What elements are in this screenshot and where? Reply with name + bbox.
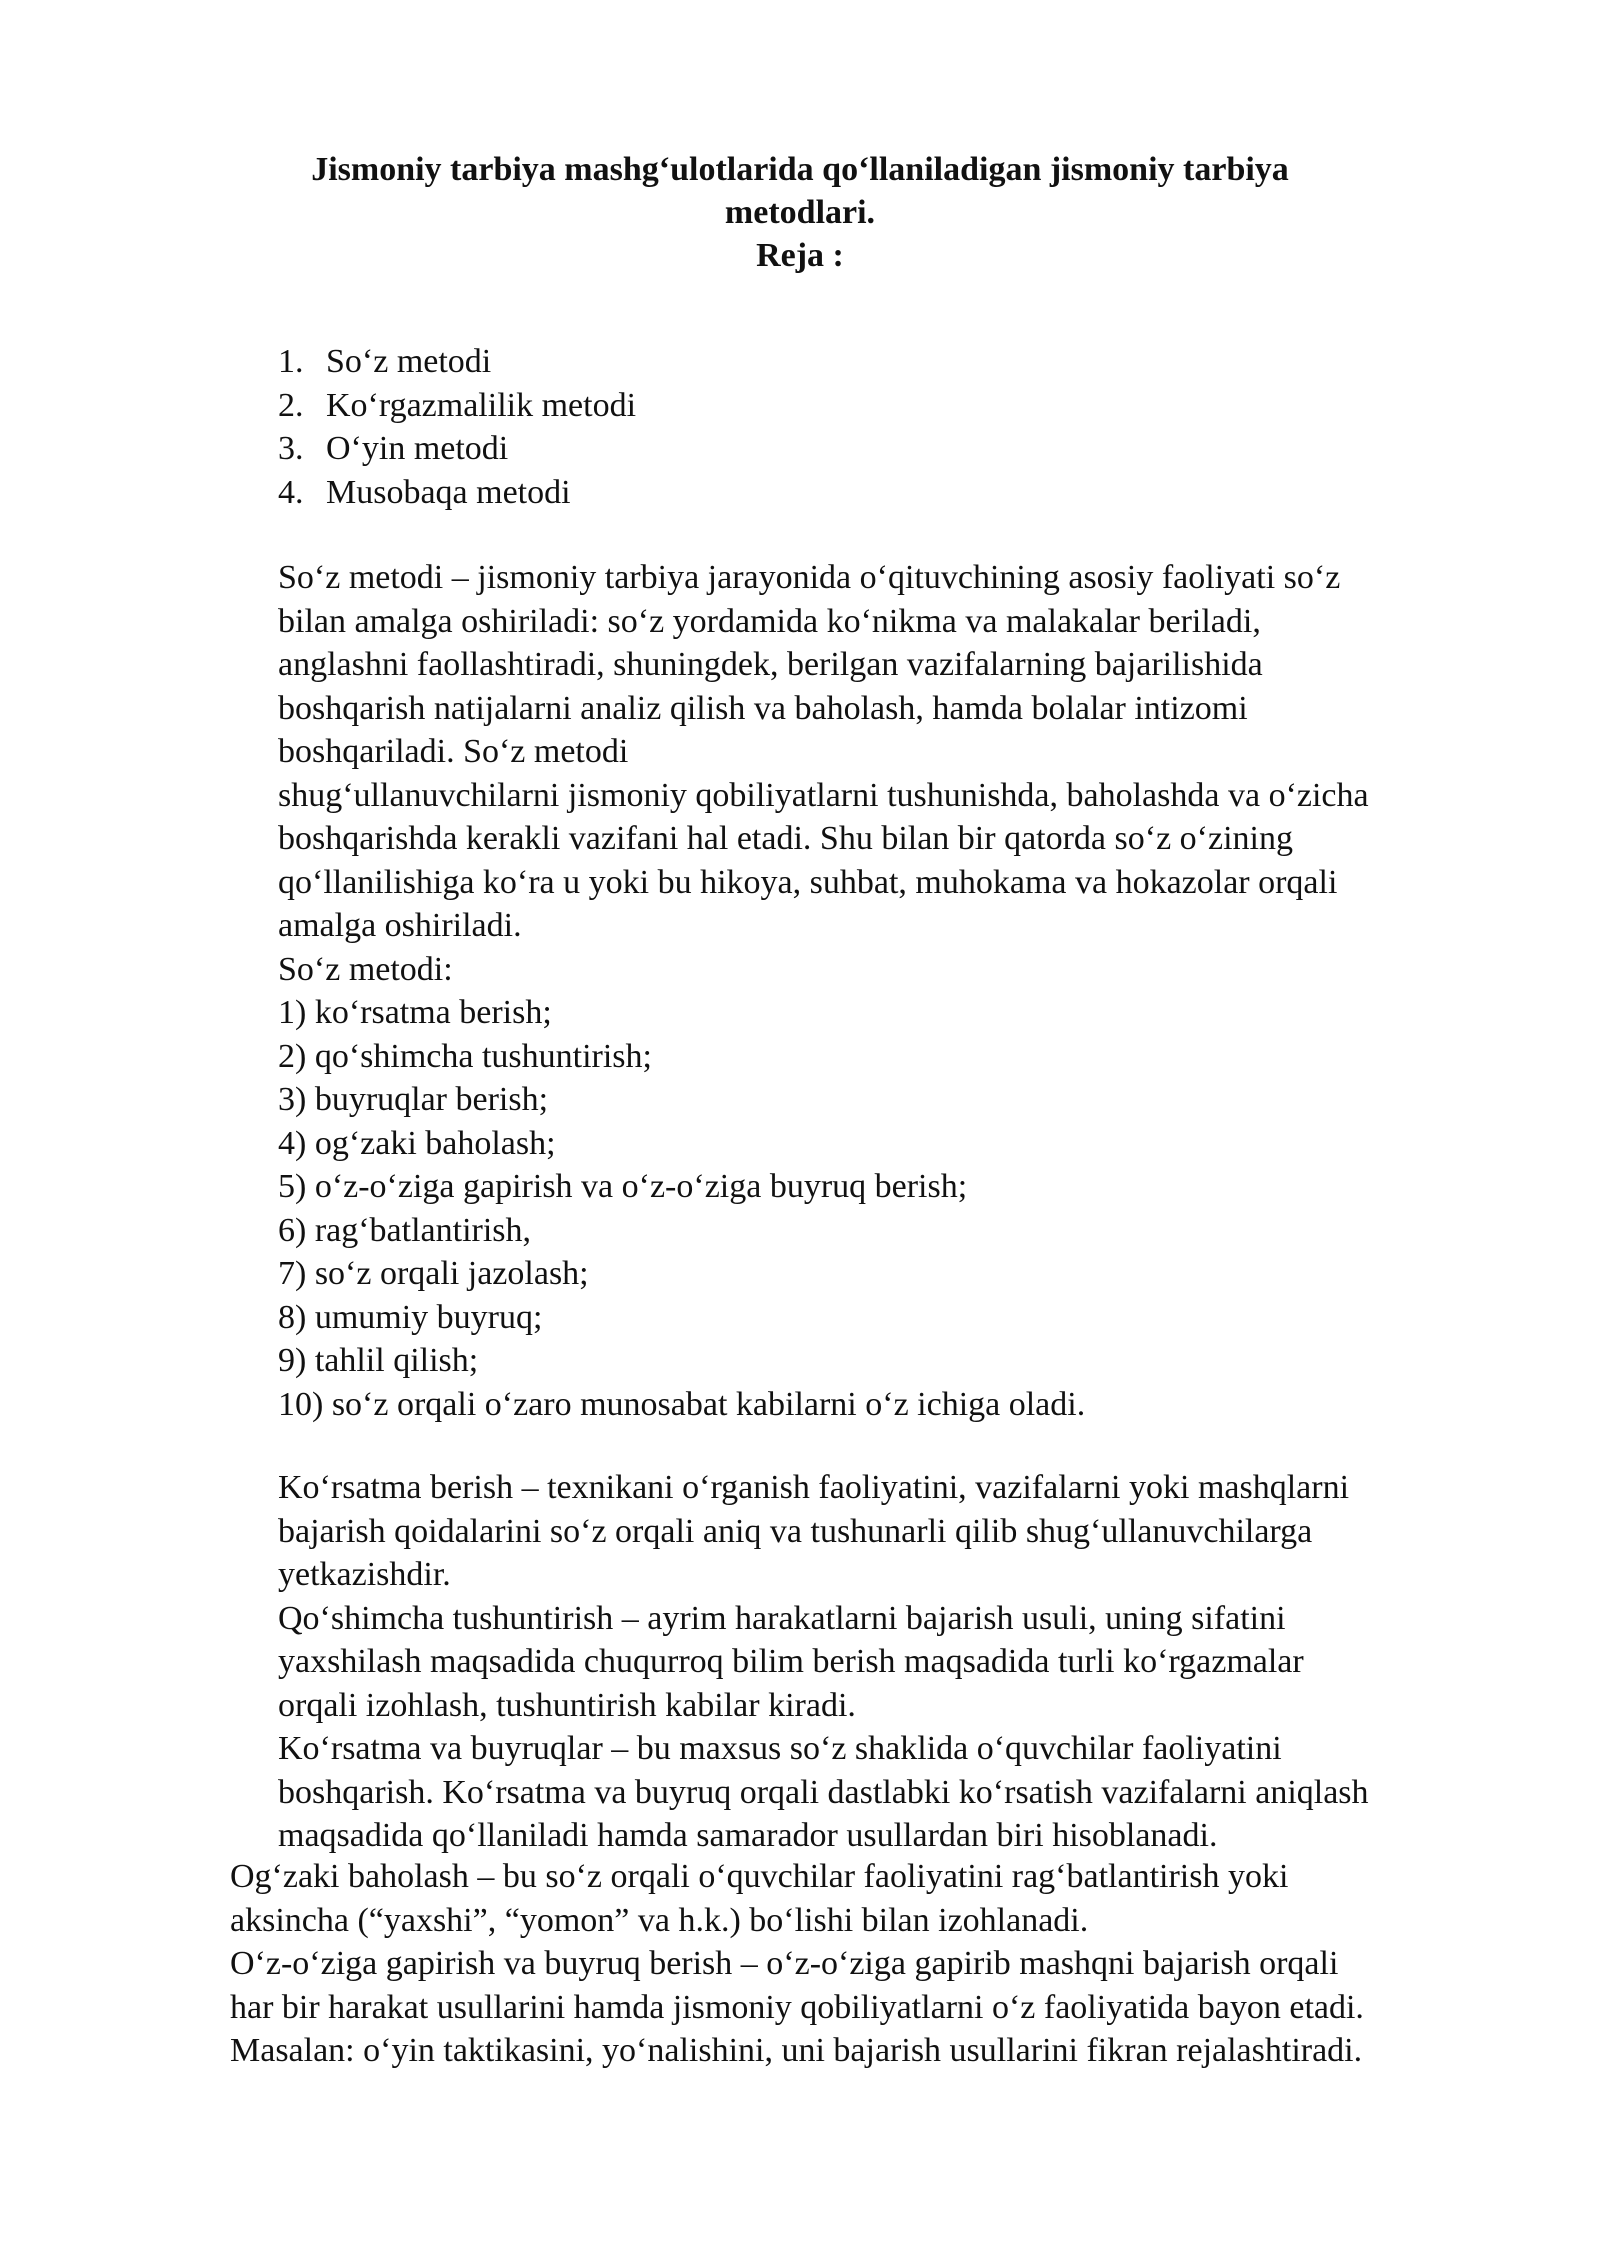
plan-heading: Reja : [756,237,844,274]
text-line: So‘z metodi – jismoniy tarbiya jarayonida o‘qituvchining asosiy faoliyati so‘z [278,559,1341,596]
list-text: Ko‘rgazmalilik metodi [326,386,637,424]
text-line: bajarish qoidalarini so‘z orqali aniq va tushunarli qilib shug‘ullanuvchilarga [278,1512,1313,1550]
list-text: Musobaqa metodi [326,473,571,511]
body-section-words-method [278,556,1518,1426]
text-line: boshqariladi. So‘z metodi [278,733,629,770]
list-number: 1. [278,343,304,380]
text-line: 8) umumiy buyruq; [278,1298,543,1336]
list-text: O‘yin metodi [326,430,509,467]
list-number: 3. [278,430,304,467]
text-line: Qo‘shimcha tushuntirish – ayrim harakatlarni bajarish usuli, uning sifatini [278,1599,1286,1637]
text-line: yaxshilash maqsadida chuqurroq bilim berish maqsadida turli ko‘rgazmalar [278,1643,1304,1680]
text-line: amalga oshiriladi. [278,907,522,944]
list-item [278,384,636,428]
body-section-explanations [278,1466,1518,1858]
text-line: 6) rag‘batlantirish, [278,1211,532,1249]
text-line: shug‘ullanuvchilarni jismoniy qobiliyatlarni tushunishda, baholashda va o‘zicha [278,776,1369,814]
text-line: qo‘llanilishiga ko‘ra u yoki bu hikoya, suhbat, muhokama va hokazolar orqali [278,863,1338,901]
title-line: metodlari. [724,194,876,231]
text-line: boshqarish. Ko‘rsatma va buyruq orqali dastlabki ko‘rsatish vazifalarni aniqlash [278,1773,1369,1811]
text-line: boshqarish natijalarni analiz qilish va baholash, hamda bolalar intizomi [278,689,1248,727]
list-item [278,427,636,471]
text-line: 4) og‘zaki baholash; [278,1124,556,1162]
text-line: Ko‘rsatma va buyruqlar – bu maxsus so‘z shaklida o‘quvchilar faoliyatini [278,1730,1282,1767]
text-line: Ko‘rsatma berish – texnikani o‘rganish faoliyatini, vazifalarni yoki mashqlarni [278,1469,1350,1506]
list-item [278,471,636,515]
text-line: yetkazishdir. [278,1556,451,1593]
text-line: har bir harakat usullarini hamda jismoniy qobiliyatlarni o‘z faoliyatida bayon etadi. [230,1988,1364,2026]
text-line: 2) qo‘shimcha tushuntirish; [278,1037,652,1075]
list-item [278,340,636,384]
text-line: 7) so‘z orqali jazolash; [278,1255,589,1292]
text-line: 9) tahlil qilish; [278,1342,479,1379]
list-text: So‘z metodi [326,343,492,380]
list-number: 4. [278,473,304,511]
text-line: 3) buyruqlar berish; [278,1081,549,1118]
text-line: So‘z metodi: [278,950,453,988]
document-title [230,148,1370,277]
text-line: 10) so‘z orqali o‘zaro munosabat kabilarni o‘z ichiga oladi. [278,1385,1086,1423]
body-section-evaluation [230,1855,1530,2073]
text-line: 1) ko‘rsatma berish; [278,994,552,1031]
text-line: maqsadida qo‘llaniladi hamda samarador usullardan biri hisoblanadi. [278,1817,1218,1854]
plan-list [278,340,636,514]
title-line: Jismoniy tarbiya mashg‘ulotlarida qo‘llaniladigan jismoniy tarbiya [311,151,1289,188]
text-line: bilan amalga oshiriladi: so‘z yordamida ko‘nikma va malakalar beriladi, [278,602,1261,640]
text-line: 5) o‘z-o‘ziga gapirish va o‘z-o‘ziga buyruq berish; [278,1168,968,1205]
text-line: O‘z-o‘ziga gapirish va buyruq berish – o‘z-o‘ziga gapirib mashqni bajarish orqali [230,1945,1339,1982]
text-line: boshqarishda kerakli vazifani hal etadi. Shu bilan bir qatorda so‘z o‘zining [278,820,1293,857]
text-line: Og‘zaki baholash – bu so‘z orqali o‘quvchilar faoliyatini rag‘batlantirish yoki [230,1858,1289,1895]
text-line: anglashni faollashtiradi, shuningdek, berilgan vazifalarning bajarilishida [278,646,1263,683]
text-line: aksincha (“yaxshi”, “yomon” va h.k.) bo‘lishi bilan izohlanadi. [230,1901,1089,1939]
list-number: 2. [278,386,304,424]
text-line: orqali izohlash, tushuntirish kabilar kiradi. [278,1686,856,1724]
text-line: Masalan: o‘yin taktikasini, yo‘nalishini, uni bajarish usullarini fikran rejalashtiradi. [230,2032,1363,2069]
